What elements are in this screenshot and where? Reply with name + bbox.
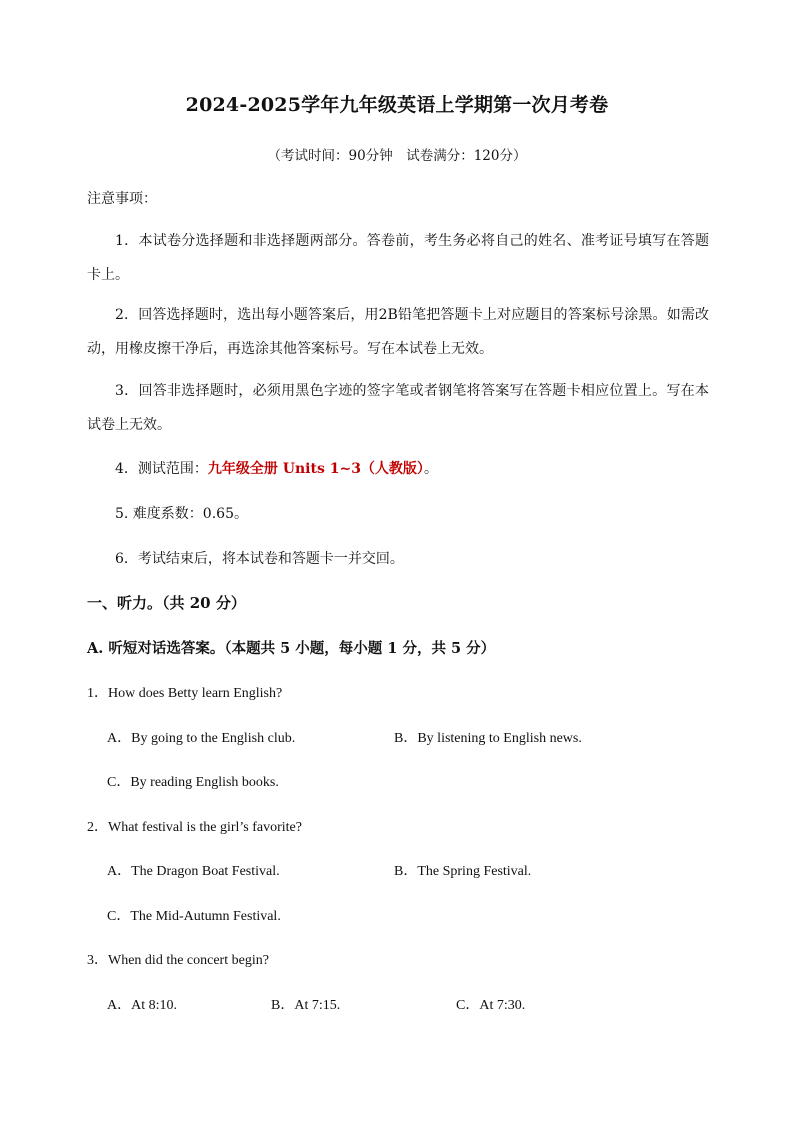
notice-heading: 注意事项： <box>87 191 157 207</box>
question-3-option-c: C．At 7:30. <box>456 998 526 1013</box>
question-1-stem: 1．How does Betty learn English? <box>87 686 283 701</box>
exam-title: 2024-2025学年九年级英语上学期第一次月考卷 <box>185 94 609 116</box>
question-1-option-a: A．By going to the English club. <box>107 731 296 746</box>
notice-item-4 <box>115 458 438 478</box>
notice-item-4-scope: 九年级全册 Units 1~3（人教版） <box>207 461 424 477</box>
notice-item-6: 6．考试结束后，将本试卷和答题卡一并交回。 <box>115 551 404 567</box>
question-2-option-a: A．The Dragon Boat Festival. <box>107 864 280 879</box>
question-3-option-b: B．At 7:15. <box>271 998 341 1013</box>
notice-item-4-suffix: 。 <box>423 461 438 477</box>
question-1-option-b: B．By listening to English news. <box>394 731 582 746</box>
question-2-option-c: C．The Mid-Autumn Festival. <box>107 909 281 924</box>
section-listening-title: 一、听力。（共 20 分） <box>87 594 246 612</box>
notice-item-5: 5. 难度系数：0.65。 <box>115 506 248 522</box>
notice-item-4-prefix: 4．测试范围： <box>115 461 208 477</box>
question-2-stem: 2．What festival is the girl’s favorite? <box>87 820 302 835</box>
question-3-option-a: A．At 8:10. <box>107 998 177 1013</box>
question-2-option-b: B．The Spring Festival. <box>394 864 532 879</box>
exam-subtitle: （考试时间：90分钟 试卷满分：120分） <box>267 148 527 164</box>
question-3-stem: 3．When did the concert begin? <box>87 953 269 968</box>
question-1-option-c: C．By reading English books. <box>107 775 279 790</box>
section-part-a-title: A. 听短对话选答案。（本题共 5 小题，每小题 1 分，共 5 分） <box>87 640 496 657</box>
notice-item-3: 3．回答非选择题时，必须用黑色字迹的签字笔或者钢笔将答案写在答题卡相应位置上。写在本试卷上无效。 <box>87 383 709 433</box>
notice-item-2: 2．回答选择题时，选出每小题答案后，用2B铅笔把答题卡上对应题目的答案标号涂黑。如需改动，用橡皮擦干净后，再选涂其他答案标号。写在本试卷上无效。 <box>87 307 709 357</box>
notice-item-1: 1．本试卷分选择题和非选择题两部分。答卷前，考生务必将自己的姓名、准考证号填写在答题卡上。 <box>87 233 709 283</box>
